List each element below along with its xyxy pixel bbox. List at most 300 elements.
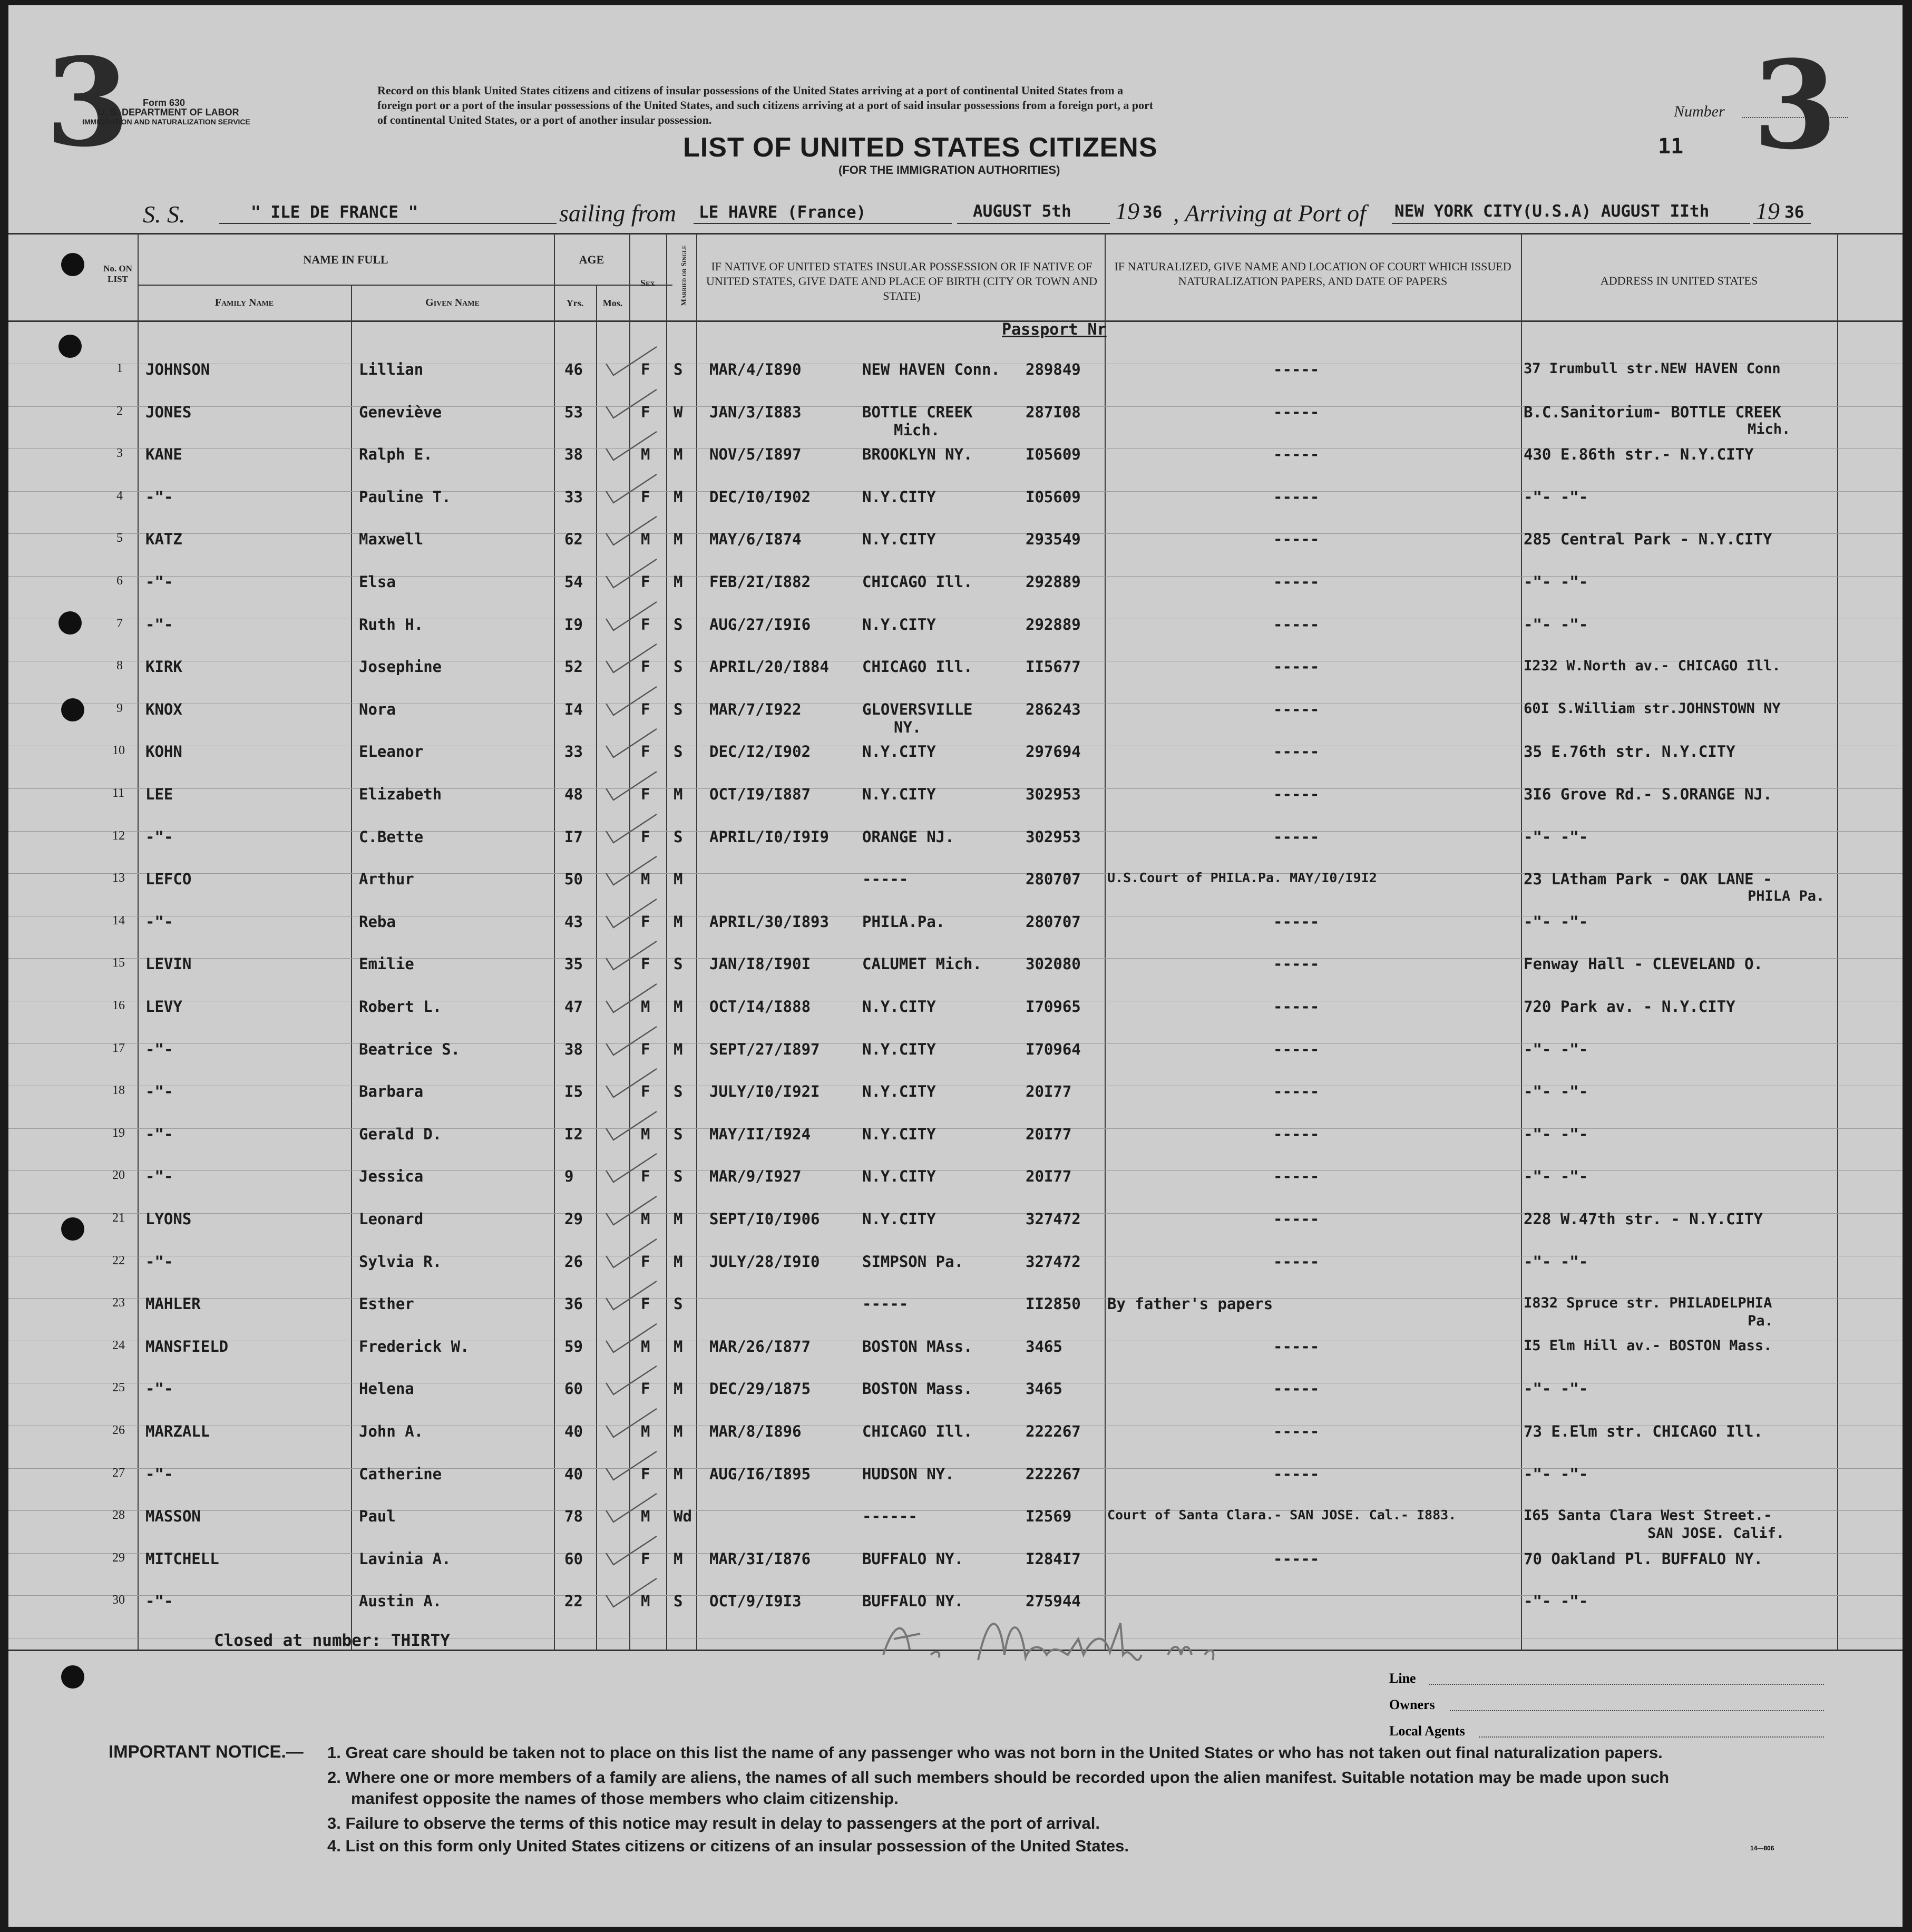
birth-place: CALUMET Mich.: [862, 955, 982, 973]
age-years: 48: [564, 785, 583, 803]
address: -"- -"-: [1524, 1253, 1588, 1271]
naturalization-info: -----: [1273, 1082, 1320, 1100]
address: 3I6 Grove Rd.- S.ORANGE NJ.: [1524, 785, 1772, 803]
birth-date: MAR/4/I890: [709, 360, 802, 378]
address: -"- -"-: [1524, 1465, 1588, 1483]
table-row: [8, 470, 1903, 512]
given-name: Catherine: [359, 1465, 442, 1483]
family-name: -"-: [145, 616, 173, 633]
row-number: 28: [112, 1508, 125, 1522]
check-mark-icon: [604, 1574, 662, 1611]
sex: F: [641, 1040, 650, 1058]
table-row: [8, 1107, 1903, 1149]
marital-status: W: [674, 403, 683, 421]
row-number: 21: [112, 1211, 125, 1225]
marital-status: M: [674, 1253, 683, 1271]
passport-number: 20I77: [1026, 1167, 1072, 1185]
sex: F: [641, 1253, 650, 1271]
naturalization-info: -----: [1273, 1380, 1320, 1398]
age-years: 22: [564, 1592, 583, 1610]
birth-date: NOV/5/I897: [709, 445, 802, 463]
address: 720 Park av. - N.Y.CITY: [1524, 998, 1735, 1016]
birth-date: JAN/I8/I90I: [709, 955, 811, 973]
family-name: -"-: [145, 1125, 173, 1143]
marital-status: M: [674, 530, 683, 548]
marital-status: S: [674, 700, 683, 718]
birth-date: JAN/3/I883: [709, 403, 802, 421]
row-number: 3: [116, 446, 123, 460]
table-row: [8, 937, 1903, 979]
given-name: Gerald D.: [359, 1125, 442, 1143]
punch-hole: [61, 1665, 84, 1689]
table-row: [8, 427, 1903, 470]
header-age: AGE: [579, 253, 604, 266]
age-years: 59: [564, 1338, 583, 1355]
birth-place: N.Y.CITY: [862, 1125, 936, 1143]
family-name: JOHNSON: [145, 360, 210, 378]
row-number: 18: [112, 1084, 125, 1097]
family-name: -"-: [145, 573, 173, 591]
sex: F: [641, 955, 650, 973]
given-name: Nora: [359, 700, 396, 718]
row-number: 19: [112, 1126, 125, 1140]
sex: M: [641, 1338, 650, 1355]
naturalization-info: -----: [1273, 573, 1320, 591]
family-name: -"-: [145, 828, 173, 846]
age-years: 52: [564, 658, 583, 676]
naturalization-info: -----: [1273, 530, 1320, 548]
age-years: 60: [564, 1550, 583, 1568]
passport-number: 20I77: [1026, 1125, 1072, 1143]
header-birth: IF NATIVE OF UNITED STATES INSULAR POSSESSION OR IF NATIVE OF UNITED STATES, GIVE DATE AND PLACE OF BIRTH (CITY OR TOWN AND STATE): [706, 260, 1098, 303]
family-name: LEE: [145, 785, 173, 803]
closing-note: Closed at number: THIRTY: [214, 1631, 450, 1650]
instruction-line-3: of continental United States, or a port of another insular possession.: [377, 113, 712, 126]
naturalization-info: -----: [1273, 1338, 1320, 1355]
address: 73 E.Elm str. CHICAGO Ill.: [1524, 1422, 1763, 1440]
notice-item-1: 1. Great care should be taken not to place on this list the name of any passenger who was not born in the United States or who has not taken out final naturalization papers.: [327, 1743, 1663, 1762]
sex: M: [641, 1592, 650, 1610]
age-years: 54: [564, 573, 583, 591]
given-name: John A.: [359, 1422, 424, 1440]
sex: M: [641, 1507, 650, 1525]
check-mark-icon: [604, 598, 662, 635]
marital-status: M: [674, 913, 683, 931]
family-name: KANE: [145, 445, 182, 463]
table-row: [8, 1532, 1903, 1574]
check-mark-icon: [604, 852, 662, 889]
row-number: 14: [112, 914, 125, 928]
age-years: 40: [564, 1422, 583, 1440]
birth-date: MAR/26/I877: [709, 1338, 811, 1355]
table-top-border: [8, 233, 1903, 235]
passport-number: 275944: [1026, 1592, 1081, 1610]
given-name: Helena: [359, 1380, 414, 1398]
address: B.C.Sanitorium- BOTTLE CREEK: [1524, 403, 1781, 421]
record-instructions: [377, 83, 1153, 128]
marital-status: M: [674, 1550, 683, 1568]
marital-status: S: [674, 1592, 683, 1610]
arriving-label: , Arriving at Port of: [1173, 200, 1366, 227]
row-number: 24: [112, 1339, 125, 1352]
address: -"- -"-: [1524, 616, 1588, 633]
family-name: -"-: [145, 1040, 173, 1058]
check-mark-icon: [604, 1192, 662, 1229]
given-name: ELeanor: [359, 743, 424, 760]
table-row: [8, 1362, 1903, 1404]
age-years: 36: [564, 1295, 583, 1313]
sex: F: [641, 488, 650, 506]
row-number: 6: [116, 574, 123, 588]
address-line-2: SAN JOSE. Calif.: [1647, 1525, 1785, 1541]
number-label: Number: [1674, 103, 1725, 120]
header-no-on-list: No. ON LIST: [103, 264, 132, 284]
birth-date: JULY/I0/I92I: [709, 1082, 820, 1100]
birth-date: OCT/9/I9I3: [709, 1592, 802, 1610]
age-years: 78: [564, 1507, 583, 1525]
given-name: Barbara: [359, 1082, 424, 1100]
family-name: -"-: [145, 913, 173, 931]
age-years: 35: [564, 955, 583, 973]
birth-place: CHICAGO Ill.: [862, 573, 973, 591]
line-underline: [1429, 1684, 1824, 1685]
check-mark-icon: [604, 343, 662, 379]
age-years: 62: [564, 530, 583, 548]
sex: F: [641, 360, 650, 378]
given-name: Elizabeth: [359, 785, 442, 803]
arrival-port-date: NEW YORK CITY(U.S.A) AUGUST IIth: [1394, 202, 1710, 221]
given-name: Reba: [359, 913, 396, 931]
passport-number: I284I7: [1026, 1550, 1081, 1568]
sex: F: [641, 700, 650, 718]
family-name: -"-: [145, 1167, 173, 1185]
naturalization-info: -----: [1273, 1422, 1320, 1440]
age-years: 40: [564, 1465, 583, 1483]
given-name: Ruth H.: [359, 616, 424, 633]
naturalization-info: -----: [1273, 1253, 1320, 1271]
birth-date: DEC/I2/I902: [709, 743, 811, 760]
passport-number: 302080: [1026, 955, 1081, 973]
form-number: Form 630: [143, 97, 186, 108]
naturalization-info: -----: [1273, 488, 1320, 506]
arrival-year-prefix: 19: [1755, 198, 1780, 225]
marital-status: Wd: [674, 1507, 692, 1525]
address-line-2: Pa.: [1748, 1313, 1773, 1329]
notice-item-4: 4. List on this form only United States citizens or citizens of an insular possession of the United States.: [327, 1837, 1129, 1855]
birth-place: N.Y.CITY: [862, 1210, 936, 1228]
naturalization-info: -----: [1273, 828, 1320, 846]
age-years: I7: [564, 828, 583, 846]
table-row: [8, 598, 1903, 640]
table-row: [8, 555, 1903, 597]
table-row: [8, 385, 1903, 439]
passport-number: I05609: [1026, 445, 1081, 463]
row-number: 30: [112, 1593, 125, 1607]
address: 430 E.86th str.- N.Y.CITY: [1524, 445, 1754, 463]
header-given-name: Given Name: [425, 297, 480, 308]
local-agents-label: Local Agents: [1389, 1723, 1465, 1739]
birth-date: DEC/I0/I902: [709, 488, 811, 506]
passport-number: I2569: [1026, 1507, 1072, 1525]
given-name: Geneviève: [359, 403, 442, 421]
punch-hole: [61, 1217, 84, 1241]
address: 60I S.William str.JOHNSTOWN NY: [1524, 700, 1781, 717]
row-number: 23: [112, 1296, 125, 1310]
table-row: [8, 1277, 1903, 1329]
sex: F: [641, 743, 650, 760]
birth-place: CHICAGO Ill.: [862, 1422, 973, 1440]
naturalization-info: -----: [1273, 403, 1320, 421]
sailing-from-label: sailing from: [559, 200, 676, 227]
arrival-year: 36: [1784, 203, 1804, 222]
family-name: KNOX: [145, 700, 182, 718]
instruction-line-1: Record on this blank United States citizens and citizens of insular possessions of the United States arriving at a port of continental United States from a: [377, 84, 1124, 97]
marital-status: M: [674, 1422, 683, 1440]
page-title: LIST OF UNITED STATES CITIZENS: [683, 132, 1158, 163]
family-name: MANSFIELD: [145, 1338, 229, 1355]
arrival-year-underline: [1753, 223, 1811, 224]
address: I65 Santa Clara West Street.-: [1524, 1507, 1772, 1524]
corner-number-right: 3: [1753, 34, 1838, 177]
age-years: I5: [564, 1082, 583, 1100]
family-name: KOHN: [145, 743, 182, 760]
birth-date: AUG/27/I9I6: [709, 616, 811, 633]
check-mark-icon: [604, 1107, 662, 1144]
age-years: I4: [564, 700, 583, 718]
check-mark-icon: [604, 1022, 662, 1059]
age-years: 50: [564, 870, 583, 888]
sex: M: [641, 1422, 650, 1440]
sex: F: [641, 616, 650, 633]
family-name: MARZALL: [145, 1422, 210, 1440]
departure-year: 36: [1143, 203, 1163, 222]
check-mark-icon: [604, 1362, 662, 1399]
family-name: LYONS: [145, 1210, 192, 1228]
birth-date: MAY/6/I874: [709, 530, 802, 548]
given-name: Frederick W.: [359, 1338, 470, 1355]
age-years: 53: [564, 403, 583, 421]
naturalization-info: -----: [1273, 445, 1320, 463]
check-mark-icon: [604, 512, 662, 549]
arrival-underline: [1392, 223, 1750, 224]
row-number: 2: [116, 404, 123, 418]
sex: M: [641, 1125, 650, 1143]
naturalization-info: -----: [1273, 1040, 1320, 1058]
age-years: 38: [564, 445, 583, 463]
birth-date: JULY/28/I9I0: [709, 1253, 820, 1271]
table-row: [8, 895, 1903, 937]
address: -"- -"-: [1524, 1592, 1588, 1610]
naturalization-info: -----: [1273, 998, 1320, 1016]
given-name: C.Bette: [359, 828, 424, 846]
marital-status: M: [674, 998, 683, 1016]
check-mark-icon: [604, 1277, 662, 1314]
check-mark-icon: [604, 427, 662, 464]
sex: M: [641, 870, 650, 888]
birth-date: MAR/7/I922: [709, 700, 802, 718]
given-name: Sylvia R.: [359, 1253, 442, 1271]
birth-date: OCT/I4/I888: [709, 998, 811, 1016]
family-name: -"-: [145, 1465, 173, 1483]
birth-place: BOTTLE CREEK: [862, 403, 973, 421]
check-mark-icon: [604, 767, 662, 804]
family-name: KATZ: [145, 530, 182, 548]
table-row: [8, 767, 1903, 809]
birth-place: N.Y.CITY: [862, 743, 936, 760]
birth-place: N.Y.CITY: [862, 785, 936, 803]
given-name: Lillian: [359, 360, 424, 378]
passport-number: 289849: [1026, 360, 1081, 378]
row-number: 17: [112, 1041, 125, 1055]
birth-place-line-2: NY.: [894, 718, 922, 736]
naturalization-info: By father's papers: [1107, 1295, 1273, 1313]
birth-date: APRIL/20/I884: [709, 658, 829, 676]
check-mark-icon: [604, 682, 662, 719]
age-years: 38: [564, 1040, 583, 1058]
punch-hole: [58, 335, 82, 358]
header-yrs: Yrs.: [566, 298, 584, 308]
owners-underline: [1450, 1710, 1824, 1711]
marital-status: M: [674, 1338, 683, 1355]
address: I232 W.North av.- CHICAGO Ill.: [1524, 658, 1781, 674]
family-name: -"-: [145, 1253, 173, 1271]
family-name: LEVY: [145, 998, 182, 1016]
given-name: Esther: [359, 1295, 414, 1313]
table-row: [8, 1447, 1903, 1489]
birth-place: BUFFALO NY.: [862, 1592, 964, 1610]
passport-number: 327472: [1026, 1210, 1081, 1228]
birth-date: MAR/8/I896: [709, 1422, 802, 1440]
row-number: 10: [112, 744, 125, 757]
sex: F: [641, 1082, 650, 1100]
departure-year-prefix: 19: [1115, 198, 1139, 225]
address: -"- -"-: [1524, 1167, 1588, 1185]
marital-status: S: [674, 658, 683, 676]
given-name: Pauline T.: [359, 488, 451, 506]
birth-place: N.Y.CITY: [862, 1040, 936, 1058]
address: -"- -"-: [1524, 1040, 1588, 1058]
birth-date: APRIL/I0/I9I9: [709, 828, 829, 846]
given-name: Austin A.: [359, 1592, 442, 1610]
family-name: LEVIN: [145, 955, 192, 973]
table-row: [8, 640, 1903, 682]
punch-hole: [61, 253, 84, 276]
departure-port: LE HAVRE (France): [699, 203, 866, 222]
given-name: Maxwell: [359, 530, 424, 548]
notice-item-2b: manifest opposite the names of those members who claim citizenship.: [351, 1789, 899, 1808]
given-name: Paul: [359, 1507, 396, 1525]
table-row: [8, 980, 1903, 1022]
birth-place: BOSTON Mass.: [862, 1380, 973, 1398]
given-name: Beatrice S.: [359, 1040, 461, 1058]
corner-number-left: 3: [45, 32, 130, 174]
table-row: [8, 1489, 1903, 1541]
check-mark-icon: [604, 980, 662, 1017]
naturalization-info: -----: [1273, 913, 1320, 931]
table-row: [8, 725, 1903, 767]
handwritten-signature: [873, 1602, 1495, 1676]
departure-date: AUGUST 5th: [973, 202, 1071, 221]
given-name: Arthur: [359, 870, 414, 888]
row-number: 7: [116, 617, 123, 630]
given-name: Ralph E.: [359, 445, 433, 463]
marital-status: M: [674, 445, 683, 463]
department-label: U. S. DEPARTMENT OF LABOR: [98, 107, 239, 118]
family-name: -"-: [145, 1380, 173, 1398]
check-mark-icon: [604, 1404, 662, 1441]
check-mark-icon: [604, 1149, 662, 1186]
birth-place: SIMPSON Pa.: [862, 1253, 964, 1271]
passport-number: I70965: [1026, 998, 1081, 1016]
passport-number: 222267: [1026, 1465, 1081, 1483]
birth-date: MAY/II/I924: [709, 1125, 811, 1143]
header-address: ADDRESS IN UNITED STATES: [1600, 274, 1758, 287]
address: Fenway Hall - CLEVELAND O.: [1524, 955, 1763, 973]
passport-nr-header: Passport Nr: [1002, 320, 1107, 339]
age-years: I2: [564, 1125, 583, 1143]
birth-date: AUG/I6/I895: [709, 1465, 811, 1483]
address: I5 Elm Hill av.- BOSTON Mass.: [1524, 1338, 1772, 1354]
line-label: Line: [1389, 1671, 1416, 1686]
sex: M: [641, 1210, 650, 1228]
page-subtitle: (FOR THE IMMIGRATION AUTHORITIES): [838, 163, 1060, 177]
family-name: MITCHELL: [145, 1550, 219, 1568]
age-years: 26: [564, 1253, 583, 1271]
birth-date: OCT/I9/I887: [709, 785, 811, 803]
row-number: 16: [112, 999, 125, 1012]
row-number: 26: [112, 1423, 125, 1437]
birth-place: N.Y.CITY: [862, 616, 936, 633]
owners-label: Owners: [1389, 1697, 1435, 1712]
marital-status: S: [674, 616, 683, 633]
birth-place: N.Y.CITY: [862, 1082, 936, 1100]
marital-status: S: [674, 1167, 683, 1185]
family-name: -"-: [145, 488, 173, 506]
age-years: 33: [564, 488, 583, 506]
table-row: [8, 852, 1903, 904]
birth-place: N.Y.CITY: [862, 530, 936, 548]
row-number: 13: [112, 871, 125, 885]
ship-underline: [219, 223, 557, 224]
row-number: 25: [112, 1381, 125, 1394]
address: -"- -"-: [1524, 828, 1588, 846]
marital-status: M: [674, 870, 683, 888]
check-mark-icon: [604, 810, 662, 847]
row-number: 15: [112, 956, 125, 970]
sheet-number: 11: [1658, 134, 1684, 159]
sex: M: [641, 530, 650, 548]
sex: F: [641, 1465, 650, 1483]
sex: F: [641, 1380, 650, 1398]
family-name: MAHLER: [145, 1295, 201, 1313]
birth-date: SEPT/27/I897: [709, 1040, 820, 1058]
naturalization-info: -----: [1273, 1210, 1320, 1228]
address: -"- -"-: [1524, 488, 1588, 506]
marital-status: M: [674, 785, 683, 803]
punch-hole: [58, 611, 82, 635]
birth-place: N.Y.CITY: [862, 1167, 936, 1185]
check-mark-icon: [604, 1065, 662, 1101]
sex: F: [641, 1550, 650, 1568]
signature-drawing: [873, 1602, 1495, 1676]
sex: M: [641, 445, 650, 463]
marital-status: S: [674, 1295, 683, 1313]
age-years: 9: [564, 1167, 574, 1185]
table-row: [8, 1404, 1903, 1447]
family-name: -"-: [145, 1082, 173, 1100]
sex: F: [641, 1295, 650, 1313]
naturalization-info: -----: [1273, 1550, 1320, 1568]
